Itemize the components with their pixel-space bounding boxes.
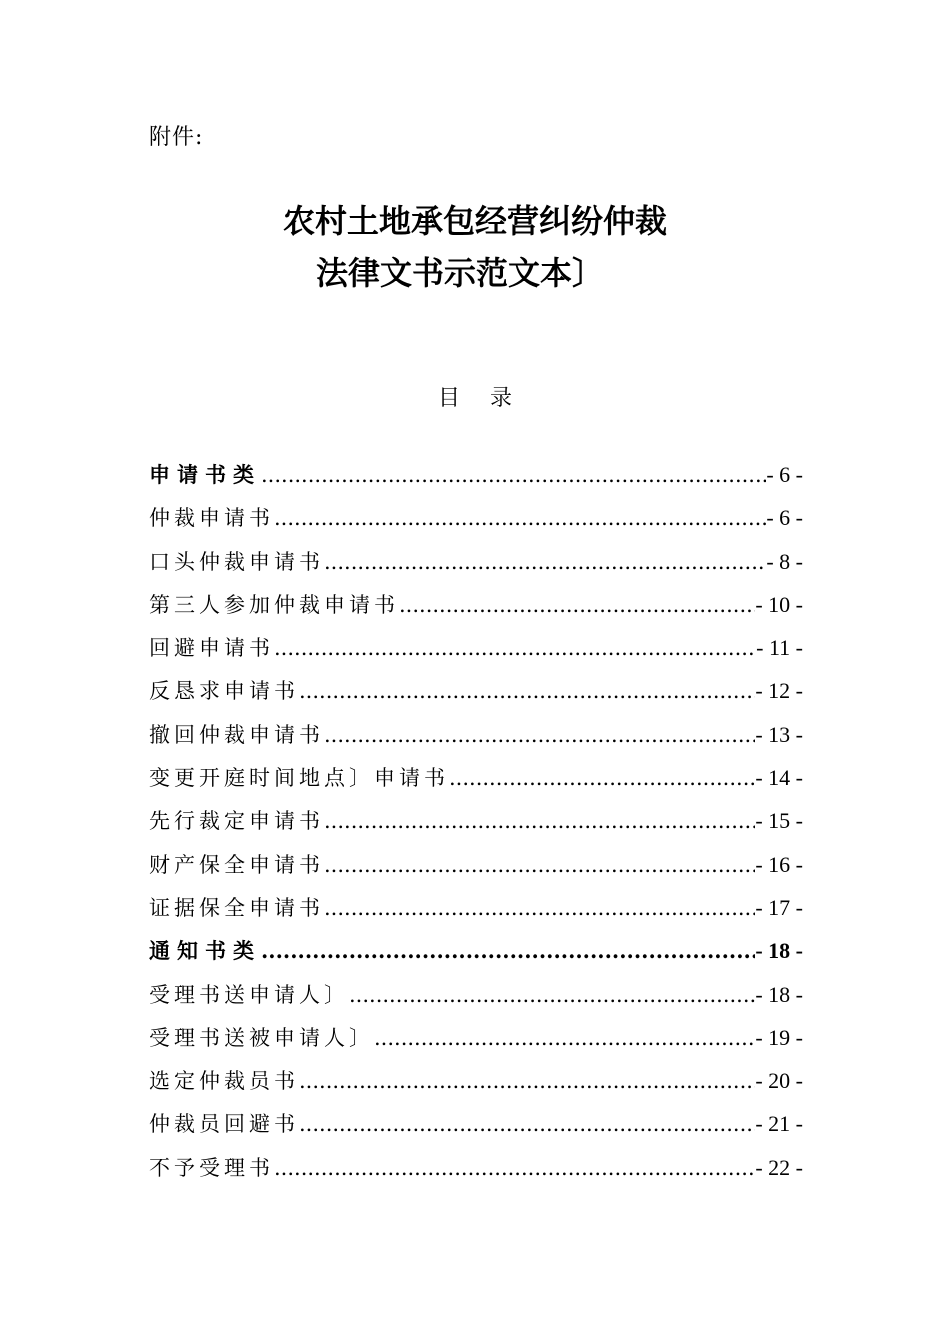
toc-entry-page-number: - 14 -	[755, 765, 803, 791]
toc-entry[interactable]	[149, 1152, 803, 1195]
toc-dot-leader	[261, 938, 755, 963]
toc-entry-page-number: - 15 -	[755, 808, 803, 834]
toc-entry-page-number: - 13 -	[755, 721, 803, 747]
toc-section-entry[interactable]	[149, 935, 803, 978]
toc-entry-page-number: - 21 -	[755, 1111, 803, 1137]
toc-dot-leader	[399, 593, 755, 617]
toc-dot-leader	[274, 506, 766, 530]
toc-dot-leader	[324, 896, 755, 920]
toc-entry-label: 不予受理书	[149, 1155, 274, 1180]
toc-entry-label: 受理书送被申请人〕	[149, 1025, 374, 1050]
toc-entry-label: 财产保全申请书	[149, 852, 324, 877]
toc-entry-label: 回避申请书	[149, 636, 274, 661]
toc-entry-label: 口头仲裁申请书	[149, 549, 324, 574]
toc-dot-leader	[299, 679, 755, 703]
toc-section-entry[interactable]	[149, 459, 803, 502]
toc-dot-leader	[324, 809, 755, 833]
toc-entry[interactable]	[149, 1108, 803, 1151]
toc-entry-page-number: - 12 -	[755, 678, 803, 704]
toc-entry[interactable]	[149, 892, 803, 935]
toc-dot-leader	[324, 550, 766, 574]
toc-entry-label: 仲裁员回避书	[149, 1112, 299, 1137]
toc-entry-page-number: - 6 -	[766, 505, 803, 531]
toc-entry-page-number: - 17 -	[755, 894, 803, 920]
toc-entry[interactable]	[149, 979, 803, 1022]
toc-dot-leader	[299, 1112, 755, 1136]
toc-entry-label: 申请书类	[149, 463, 261, 487]
document-title-line-1: 农村土地承包经营纠纷仲裁	[282, 202, 667, 240]
toc-entry-label: 选定仲裁员书	[149, 1069, 299, 1094]
toc-dot-leader	[261, 463, 766, 487]
toc-dot-leader	[274, 636, 756, 660]
toc-entry[interactable]	[149, 675, 803, 718]
toc-dot-leader	[449, 766, 755, 790]
toc-entry[interactable]	[149, 589, 803, 632]
toc-entry[interactable]	[149, 1022, 803, 1065]
toc-heading: 目录	[437, 386, 542, 411]
toc-entry-label: 证据保全申请书	[149, 895, 324, 920]
toc-entry-page-number: - 11 -	[756, 635, 803, 661]
toc-entry-label: 先行裁定申请书	[149, 809, 324, 834]
table-of-contents	[149, 459, 803, 1195]
toc-entry-page-number: - 6 -	[766, 462, 803, 487]
toc-entry-label: 受理书送申请人〕	[149, 982, 349, 1007]
toc-entry-page-number: - 18 -	[755, 981, 803, 1007]
toc-entry-label: 反恳求申请书	[149, 679, 299, 704]
toc-entry[interactable]	[149, 719, 803, 762]
toc-entry-page-number: - 10 -	[755, 591, 803, 617]
toc-entry[interactable]	[149, 762, 803, 805]
toc-entry-label: 第三人参加仲裁申请书	[149, 592, 399, 617]
attachment-label: 附件:	[149, 125, 204, 150]
toc-entry-label: 仲裁申请书	[149, 506, 274, 531]
toc-entry-page-number: - 8 -	[766, 548, 803, 574]
toc-dot-leader	[299, 1069, 755, 1093]
toc-entry[interactable]	[149, 546, 803, 589]
toc-entry-label: 撤回仲裁申请书	[149, 722, 324, 747]
toc-dot-leader	[349, 983, 755, 1007]
toc-dot-leader	[374, 1026, 755, 1050]
toc-entry[interactable]	[149, 632, 803, 675]
toc-entry[interactable]	[149, 502, 803, 545]
document-title-line-2: 法律文书示范文本〕	[316, 254, 605, 292]
toc-entry-label: 通知书类	[149, 939, 261, 964]
toc-entry-page-number: - 20 -	[755, 1068, 803, 1094]
toc-entry[interactable]	[149, 805, 803, 848]
toc-entry[interactable]	[149, 1065, 803, 1108]
toc-entry[interactable]	[149, 849, 803, 892]
toc-entry-page-number: - 18 -	[755, 938, 803, 964]
toc-dot-leader	[324, 853, 755, 877]
toc-entry-page-number: - 22 -	[755, 1154, 803, 1180]
toc-dot-leader	[274, 1156, 755, 1180]
toc-entry-label: 变更开庭时间地点〕申请书	[149, 766, 449, 791]
toc-dot-leader	[324, 723, 755, 747]
toc-entry-page-number: - 16 -	[755, 851, 803, 877]
toc-entry-page-number: - 19 -	[755, 1024, 803, 1050]
